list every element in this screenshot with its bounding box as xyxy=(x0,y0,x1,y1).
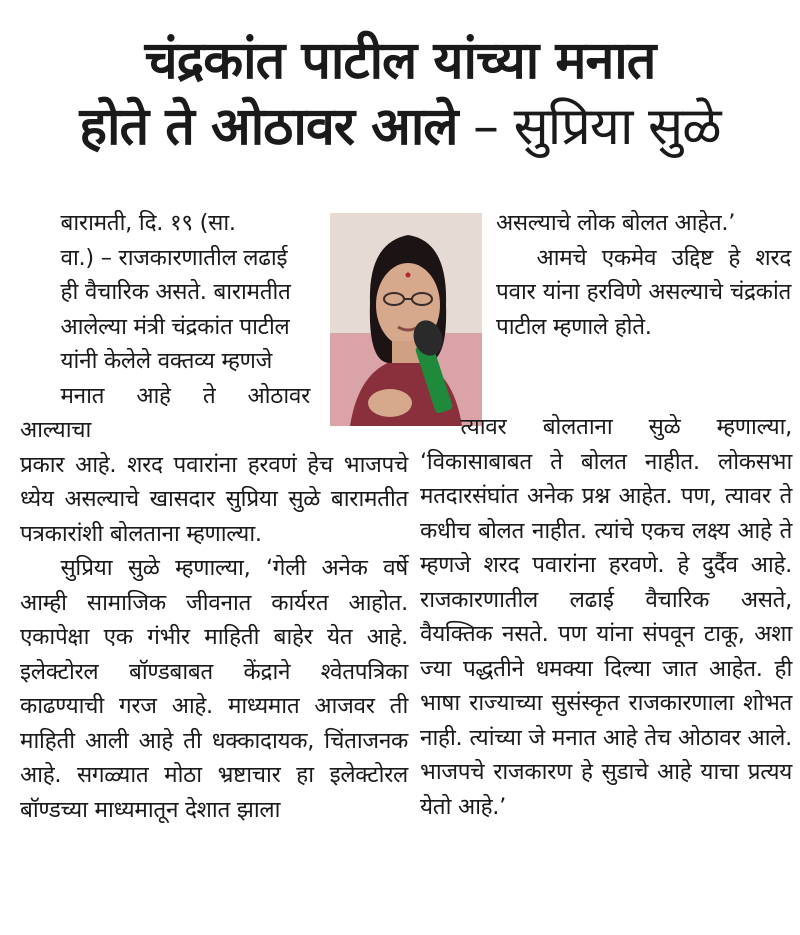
headline-byline: – सुप्रिया सुळे xyxy=(457,97,721,157)
article-paragraph-2: सुप्रिया सुळे म्हणाल्या, ‘गेली अनेक वर्षे आम्ही सामाजिक जीवनात कार्यरत आहोत. एकापेक्षा एक गंभीर माहिती बाहेर येत आहे. इलेक्टोरल बॉण्डबाबत केंद्राने श्वेतपत्रिका काढण्याची गरज आहे. माध्यमात आजवर ती माहिती आली आहे ती धक्कादायक, चिंताजनक आहे. सगळ्यात मोठा भ्रष्टाचार हा इलेक्टोरल बॉण्डच्या माध्यमातून देशात झाला xyxy=(20,555,408,823)
headline xyxy=(0,28,800,160)
article-paragraph-5: त्यावर बोलताना सुळे म्हणाल्या, ‘विकासाबाबत ते बोलत नाहीत. लोकसभा मतदारसंघांत अनेक प्रश्न आहेत. पण, त्यावर ते कधीच बोलत नाहीत. त्यांचे एकच लक्ष्य आहे ते म्हणजे शरद पवारांना हरवणे. हे दुर्दैव आहे. राजकारणातील लढाई वैचारिक असते, वैयक्तिक नसते. पण यांना संपवून टाकू, अशा ज्या पद्धतीने धमक्या दिल्या जात आहेत. ही भाषा राज्याच्या सुसंस्कृत राजकारणाला शोभत नाही. त्यांच्या जे मनात आहे तेच ओठावर आले. भाजपचे राजकारण हे सुडाचे आहे याचा प्रत्यय येतो आहे.’ xyxy=(420,414,792,820)
article-paragraph-4: आमचे एकमेव उद्दिष्ट हे शरद पवार यांना हरविणे असल्याचे चंद्रकांत पाटील म्हणाले होते. xyxy=(496,244,791,340)
para1-line: मनात आहे ते ओठावर आल्याचा xyxy=(20,382,310,443)
article-column-right-top xyxy=(496,206,791,344)
para1-line: आलेल्या मंत्री चंद्रकांत पाटील xyxy=(60,313,290,340)
article-column-right xyxy=(420,410,792,824)
paragraph-1-narrow-block xyxy=(20,206,310,448)
para1-line: वा.) – राजकारणातील लढाई xyxy=(60,244,288,271)
portrait-photo xyxy=(330,213,482,426)
para1-line: ही वैचारिक असते. बारामतीत xyxy=(60,279,291,305)
article-paragraph-1-continued: प्रकार आहे. शरद पवारांना हरवणं हेच भाजपचे ध्येय असल्याचे खासदार सुप्रिया सुळे बारामतीत पत्रकारांशी बोलताना म्हणाल्या. xyxy=(20,451,408,547)
headline-line-2 xyxy=(0,94,800,160)
portrait-illustration xyxy=(330,213,482,426)
headline-line-1: चंद्रकांत पाटील यांच्या मनात xyxy=(144,31,656,91)
para1-line: बारामती, दि. १९ (सा. xyxy=(60,210,236,236)
headline-line-2-text: होते ते ओठावर आले xyxy=(79,97,458,157)
article-paragraph-3: असल्याचे लोक बोलत आहेत.’ xyxy=(496,210,736,236)
para1-line: यांनी केलेले वक्तव्य म्हणजे xyxy=(60,348,272,374)
